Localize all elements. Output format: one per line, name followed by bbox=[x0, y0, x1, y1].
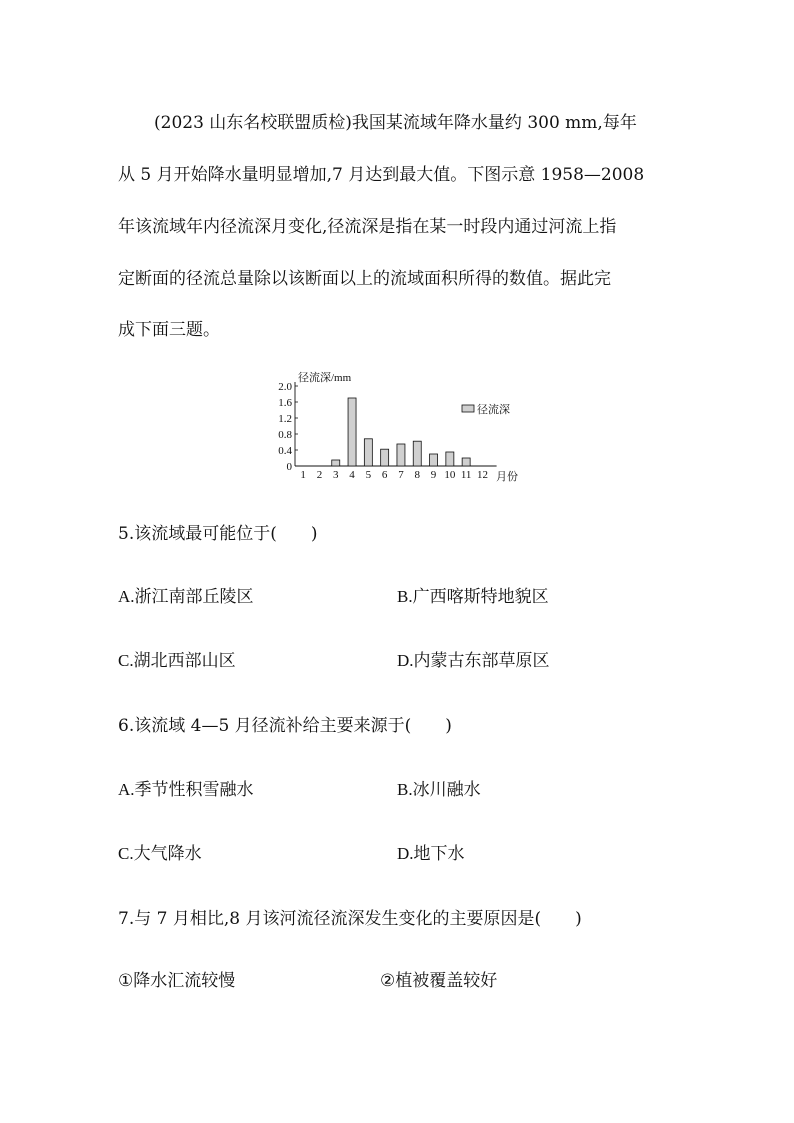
chart-bars bbox=[332, 398, 470, 466]
x-tick-label: 3 bbox=[333, 469, 339, 481]
chart-y-axis-label: 径流深/mm bbox=[298, 372, 352, 384]
question-7-item-1[interactable] bbox=[118, 966, 235, 991]
x-tick-label: 11 bbox=[460, 469, 472, 481]
bar-month-8 bbox=[413, 441, 421, 466]
option-text: 季节性积雪融水 bbox=[134, 780, 254, 800]
x-tick-label: 5 bbox=[365, 469, 372, 481]
option-text: 降水汇流较慢 bbox=[133, 971, 236, 991]
passage-line-3: 年该流域年内径流深月变化,径流深是指在某一时段内通过河流上指 bbox=[118, 217, 617, 237]
option-key: B. bbox=[397, 780, 413, 799]
option-text: 湖北西部山区 bbox=[133, 651, 236, 671]
x-tick-label: 4 bbox=[349, 469, 355, 481]
y-tick-label: 0 bbox=[286, 461, 292, 473]
option-text: 冰川融水 bbox=[412, 780, 481, 800]
chart-x-axis-label: 月份 bbox=[496, 471, 518, 483]
option-key: A. bbox=[118, 587, 135, 606]
legend-label: 径流深 bbox=[477, 404, 510, 416]
option-key: D. bbox=[397, 844, 414, 863]
bar-month-11 bbox=[462, 458, 470, 466]
option-text: 大气降水 bbox=[133, 844, 202, 864]
bar-month-6 bbox=[381, 449, 389, 466]
bar-month-10 bbox=[446, 452, 454, 466]
x-tick-label: 2 bbox=[316, 469, 323, 481]
x-tick-label: 12 bbox=[476, 469, 488, 481]
option-key: D. bbox=[397, 651, 414, 670]
option-key: A. bbox=[118, 780, 135, 799]
x-tick-label: 8 bbox=[414, 469, 420, 481]
option-text: 内蒙古东部草原区 bbox=[413, 651, 550, 671]
question-5-stem: 5.该流域最可能位于( ) bbox=[118, 524, 318, 544]
question-6-stem: 6.该流域 4—5 月径流补给主要来源于( ) bbox=[118, 716, 452, 736]
question-5-option-a[interactable] bbox=[118, 582, 254, 607]
question-6-option-c[interactable] bbox=[118, 839, 202, 864]
bar-month-7 bbox=[397, 444, 405, 466]
y-tick-label: 1.2 bbox=[278, 413, 292, 425]
y-tick-label: 0.4 bbox=[278, 445, 292, 457]
chart-x-ticks bbox=[300, 469, 488, 481]
option-key: B. bbox=[397, 587, 413, 606]
x-tick-label: 10 bbox=[444, 469, 456, 481]
x-tick-label: 1 bbox=[300, 469, 306, 481]
y-tick-label: 1.6 bbox=[278, 397, 292, 409]
bar-month-9 bbox=[430, 454, 438, 466]
option-text: 广西喀斯特地貌区 bbox=[412, 587, 549, 607]
passage-line-5: 成下面三题。 bbox=[118, 320, 220, 340]
x-tick-label: 7 bbox=[398, 469, 404, 481]
passage-line-2: 从 5 月开始降水量明显增加,7 月达到最大值。下图示意 1958—2008 bbox=[118, 165, 645, 185]
option-key: C. bbox=[118, 844, 134, 863]
question-7-item-2[interactable] bbox=[380, 966, 497, 991]
option-key: ① bbox=[118, 971, 134, 990]
option-text: 地下水 bbox=[413, 844, 465, 864]
x-tick-label: 9 bbox=[430, 469, 437, 481]
bar-month-4 bbox=[348, 398, 356, 466]
option-text: 浙江南部丘陵区 bbox=[134, 587, 254, 607]
question-5-option-b[interactable] bbox=[397, 582, 549, 607]
question-6-option-b[interactable] bbox=[397, 775, 481, 800]
option-text: 植被覆盖较好 bbox=[395, 971, 498, 991]
question-5-option-c[interactable] bbox=[118, 646, 236, 671]
y-tick-label: 0.8 bbox=[278, 429, 292, 441]
runoff-depth-chart bbox=[268, 368, 528, 486]
bar-month-3 bbox=[332, 460, 340, 466]
option-key: C. bbox=[118, 651, 134, 670]
option-key: ② bbox=[380, 971, 396, 990]
bar-month-5 bbox=[364, 439, 372, 466]
y-tick-label: 2.0 bbox=[278, 381, 292, 393]
question-5-option-d[interactable] bbox=[397, 646, 550, 671]
chart-axes bbox=[295, 382, 497, 466]
question-6-option-a[interactable] bbox=[118, 775, 254, 800]
passage-line-4: 定断面的径流总量除以该断面以上的流域面积所得的数值。据此完 bbox=[118, 269, 611, 289]
legend-swatch bbox=[462, 405, 474, 412]
x-tick-label: 6 bbox=[381, 469, 388, 481]
chart-legend bbox=[462, 402, 510, 416]
passage-line-1: (2023 山东名校联盟质检)我国某流域年降水量约 300 mm,每年 bbox=[154, 113, 637, 133]
question-7-stem: 7.与 7 月相比,8 月该河流径流深发生变化的主要原因是( ) bbox=[118, 909, 582, 929]
question-6-option-d[interactable] bbox=[397, 839, 465, 864]
